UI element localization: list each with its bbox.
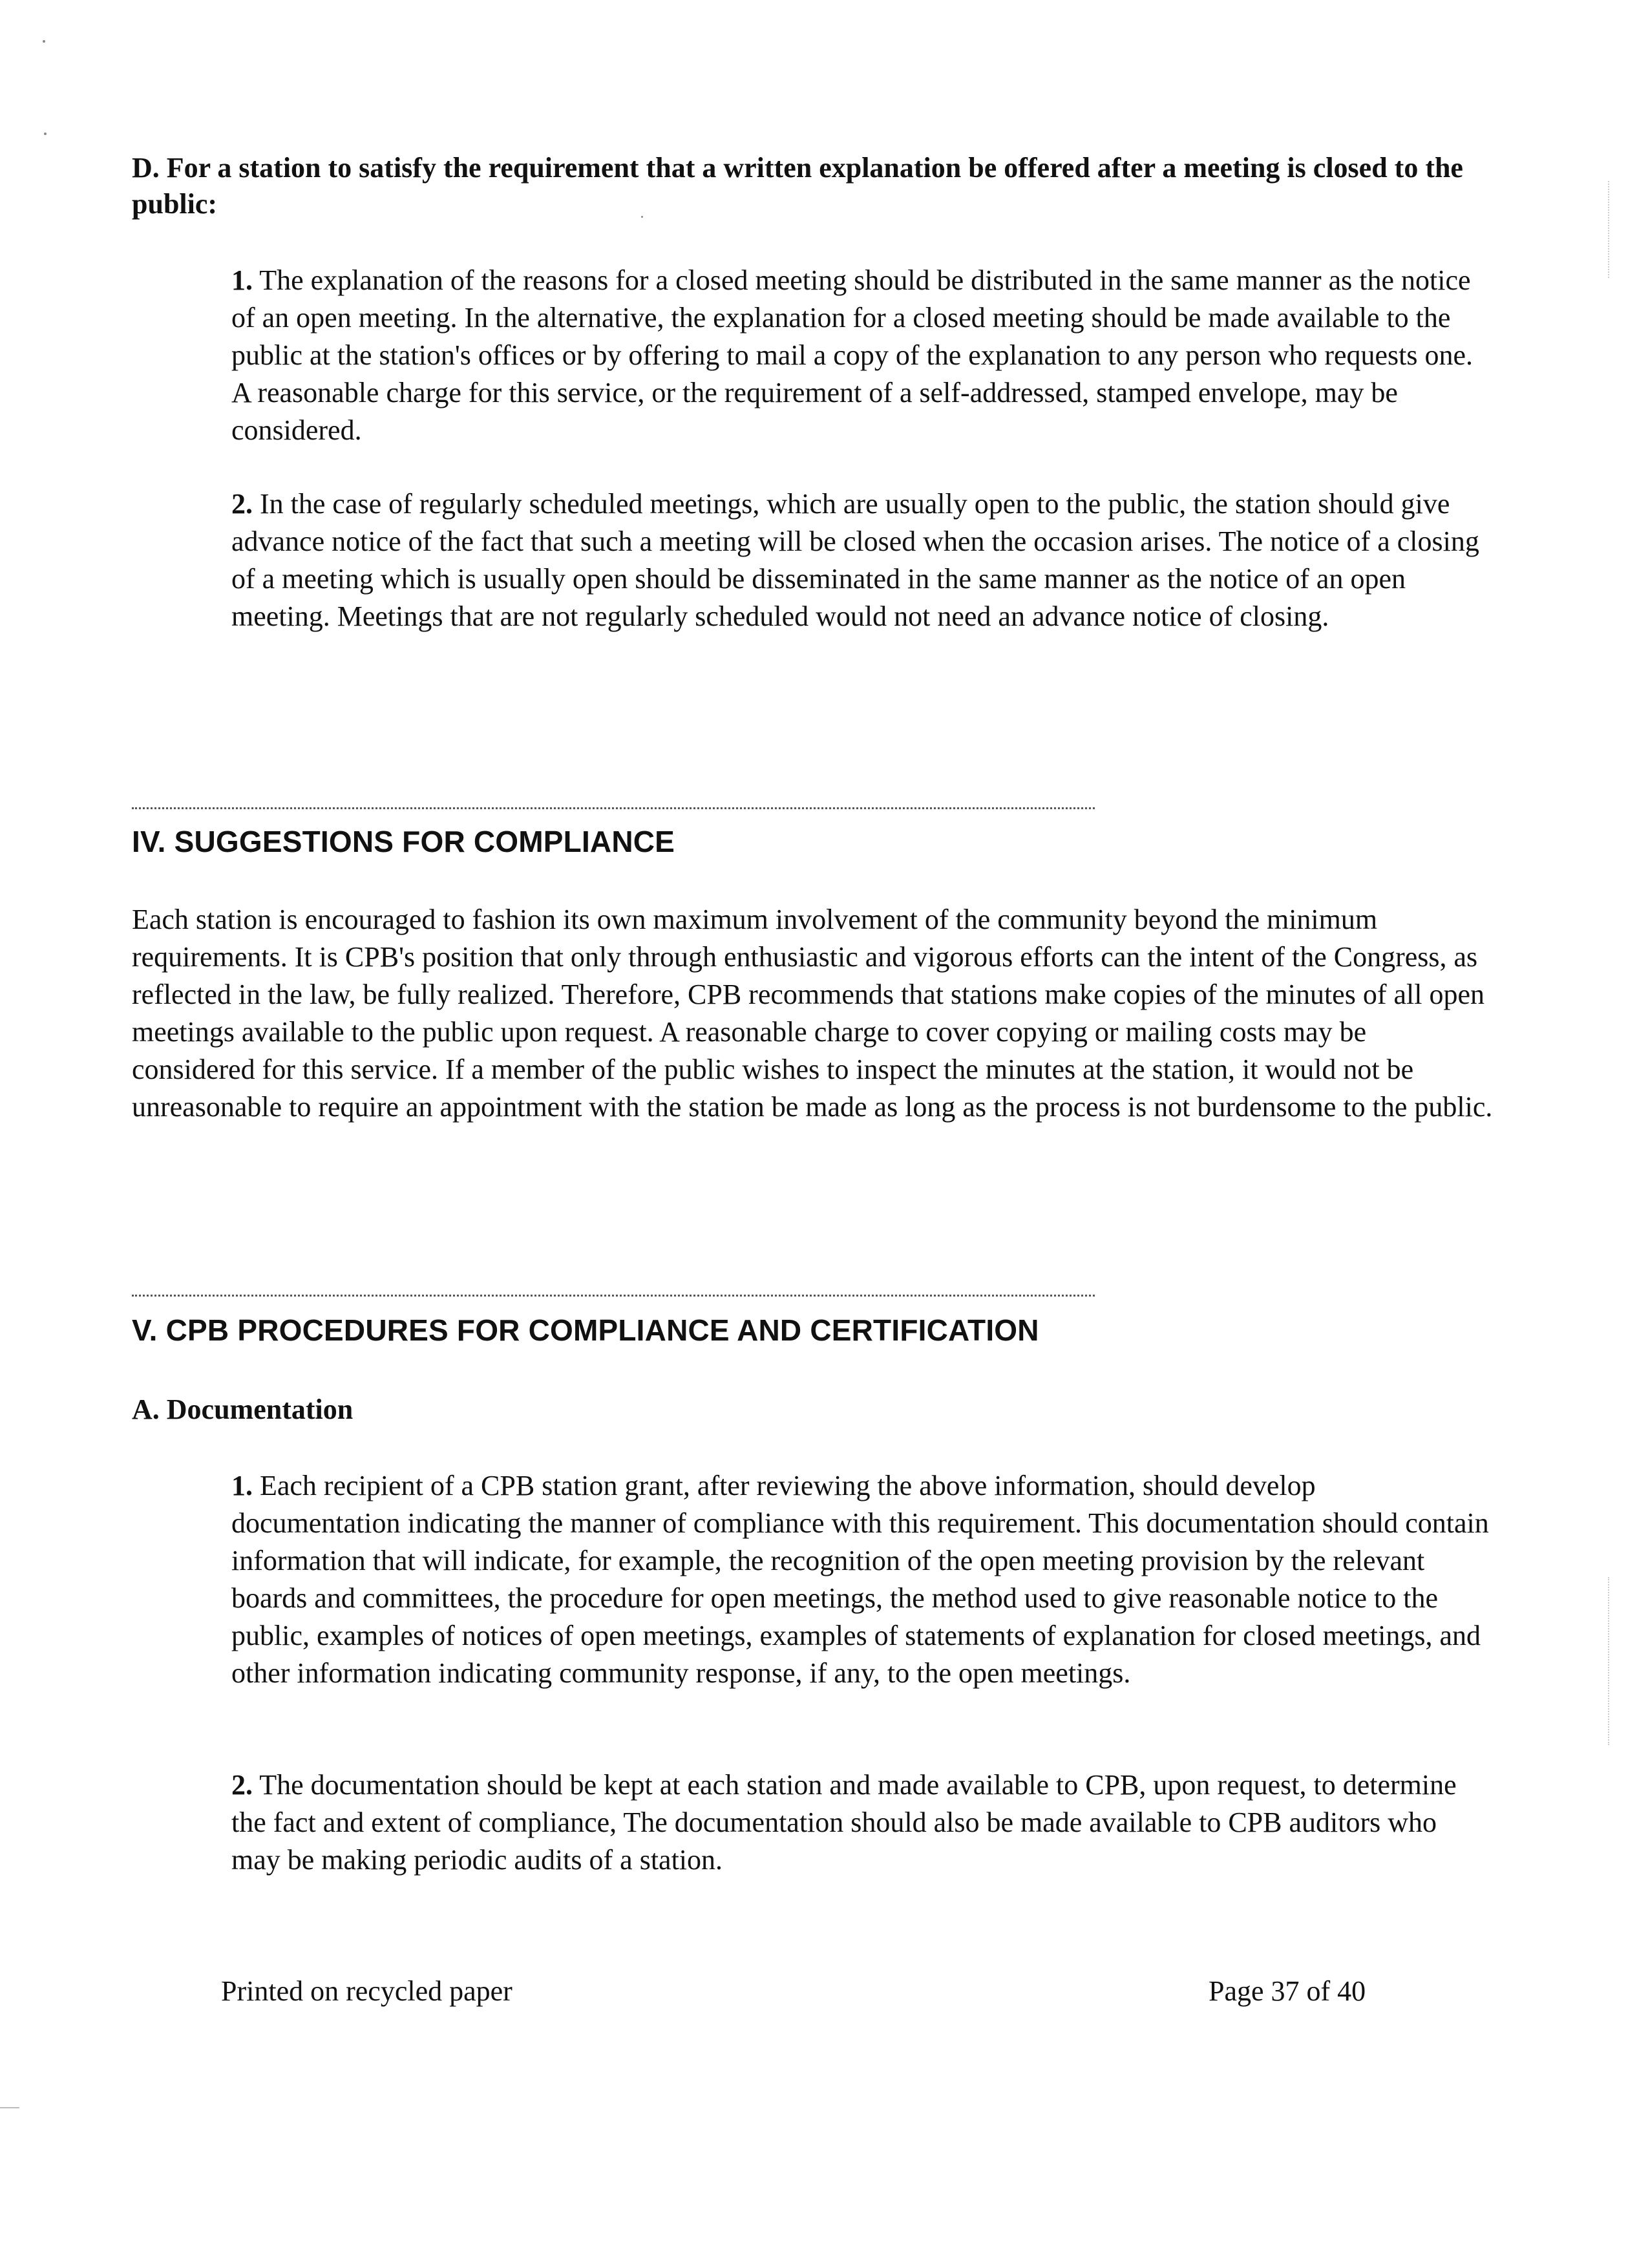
section-iv-body: [132, 901, 1495, 1126]
item-number: 2.: [231, 1769, 253, 1801]
item-text: Each recipient of a CPB station grant, after reviewing the above information, should develop documentation indicating the manner of compliance with this requirement. This documentation should contain information that will indicate, for example, the recognition of the open meeting provision by the relevant boards and committees, the procedure for open meetings, the method used to give reasonable notice to the public, examples of notices of open meetings, examples of statements of explanation for closed meetings, and other information indicating community response, if any, to the open meetings.: [231, 1470, 1489, 1689]
item-text: In the case of regularly scheduled meetings, which are usually open to the public, the station should give advance notice of the fact that such a meeting will be closed when the occasion arises. The notice of a closing of a meeting which is usually open should be disseminated in the same manner as the notice of an open meeting. Meetings that are not regularly scheduled would not need an advance notice of closing.: [231, 488, 1479, 632]
item-number: 1.: [231, 1470, 253, 1501]
list-item: [231, 262, 1492, 449]
section-divider: [132, 1295, 1095, 1297]
section-v-heading: V. CPB PROCEDURES FOR COMPLIANCE AND CERTIFICATION: [132, 1313, 1039, 1347]
section-divider: [132, 807, 1095, 809]
footer-recycled-note: Printed on recycled paper: [221, 1975, 512, 2007]
item-text: The documentation should be kept at each station and made available to CPB, upon request, to determine the fact and extent of compliance, The documentation should also be made available to CPB auditors who may be making periodic audits of a station.: [231, 1769, 1457, 1876]
list-item: [231, 485, 1492, 635]
footer-page-number: Page 37 of 40: [1209, 1975, 1366, 2007]
scan-speck: [43, 40, 45, 43]
scan-speck: [44, 132, 47, 135]
list-item: [231, 1766, 1492, 1879]
scan-edge-marks: [1608, 181, 1609, 278]
paragraph: Each station is encouraged to fashion its own maximum involvement of the community beyond the minimum requirements. It is CPB's position that only through enthusiastic and vigorous efforts can the intent of the Congress, as reflected in the law, be fully realized. Therefore, CPB recommends that stations make copies of the minutes of all open meetings available to the public upon request. A reasonable charge to cover copying or mailing costs may be considered for this service. If a member of the public wishes to inspect the minutes at the station, it would not be unreasonable to require an appointment with the station be made as long as the process is not burdensome to the public.: [132, 904, 1493, 1123]
section-iv-heading: IV. SUGGESTIONS FOR COMPLIANCE: [132, 825, 675, 858]
scan-edge-marks: [1608, 1577, 1609, 1745]
item-text: The explanation of the reasons for a closed meeting should be distributed in the same manner as the notice of an open meeting. In the alternative, the explanation for a closed meeting should be made available to the public at the station's offices or by offering to mail a copy of the explanation to any person who requests one. A reasonable charge for this service, or the requirement of a self-addressed, stamped envelope, may be considered.: [231, 264, 1474, 446]
scan-edge-line: [0, 2107, 19, 2108]
list-item: [231, 1467, 1492, 1692]
section-d-heading: D. For a station to satisfy the requirement that a written explanation be offered after a meeting is closed to the public:: [132, 152, 1463, 220]
section-v-subheading: A. Documentation: [132, 1394, 354, 1425]
item-number: 1.: [231, 264, 253, 296]
item-number: 2.: [231, 488, 253, 520]
